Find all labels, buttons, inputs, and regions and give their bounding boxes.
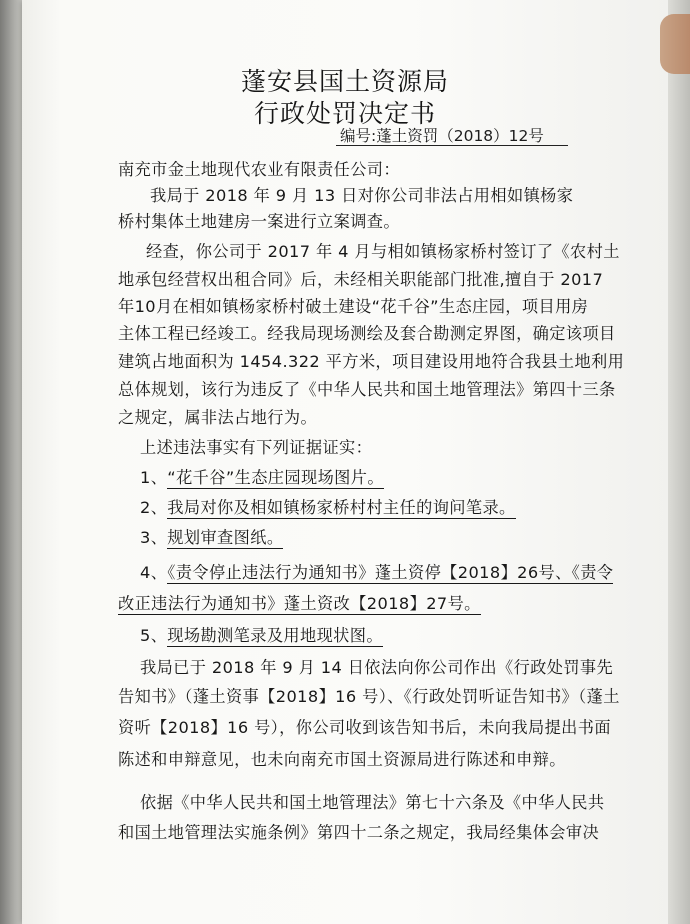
evidence-text: 改正违法行为通知书》蓬土资改【2018】27号。 xyxy=(118,594,481,613)
evidence-text: “花千谷”生态庄园现场图片。 xyxy=(167,468,384,487)
evidence-number: 3、 xyxy=(140,528,168,547)
addressee: 南充市金土地现代农业有限责任公司： xyxy=(118,160,400,179)
evidence-item xyxy=(140,464,384,488)
document-number-underline xyxy=(336,145,568,146)
evidence-text: 规划审查图纸。 xyxy=(167,528,284,547)
paragraph-line: 年10月在相如镇杨家桥村破土建设“花千谷”生态庄园，项目用房 xyxy=(118,297,589,316)
document-number: 编号:蓬土资罚（2018）12号 xyxy=(340,127,544,145)
document-title-agency: 蓬安县国土资源局 xyxy=(240,67,449,96)
paragraph-line: 陈述和申辩意见，也未向南充市国土资源局进行陈述和申辩。 xyxy=(118,750,566,769)
document-title-type: 行政处罚决定书 xyxy=(253,99,436,128)
paragraph-line: 资听【2018】16 号），你公司收到该告知书后，未向我局提出书面 xyxy=(118,718,611,737)
paragraph-line: 总体规划，该行为违反了《中华人民共和国土地管理法》第四十三条 xyxy=(118,380,616,399)
evidence-item xyxy=(140,494,516,518)
paragraph-line: 我局已于 2018 年 9 月 14 日依法向你公司作出《行政处罚事先 xyxy=(140,658,614,677)
evidence-text: 现场勘测笔录及用地现状图。 xyxy=(167,626,383,645)
paragraph-line: 我局于 2018 年 9 月 13 日对你公司非法占用相如镇杨家 xyxy=(150,186,574,205)
evidence-text: 《责令停止违法行为通知书》蓬土资停【2018】26号、《责令 xyxy=(167,563,614,582)
evidence-number: 4、 xyxy=(140,563,168,582)
evidence-item xyxy=(140,622,383,646)
paragraph-line: 主体工程已经竣工。经我局现场测绘及套合勘测定界图，确定该项目 xyxy=(118,324,616,343)
paragraph-line: 告知书》（蓬土资事【2018】16 号）、《行政处罚听证告知书》（蓬土 xyxy=(118,687,620,706)
evidence-intro: 上述违法事实有下列证据证实： xyxy=(140,438,373,457)
evidence-number: 5、 xyxy=(140,626,168,645)
paragraph-line: 和国土地管理法实施条例》第四十二条之规定，我局经集体会审决 xyxy=(118,823,600,842)
paragraph-line: 桥村集体土地建房一案进行立案调查。 xyxy=(118,212,400,231)
evidence-item xyxy=(140,524,283,548)
paragraph-line: 之规定，属非法占地行为。 xyxy=(118,408,318,427)
paragraph-line: 地承包经营权出租合同》后，未经相关职能部门批准,擅自于 2017 xyxy=(118,270,604,289)
paragraph-line: 建筑占地面积为 1454.322 平方米，项目建设用地符合我县土地利用 xyxy=(118,352,625,371)
page-edge-right xyxy=(668,0,690,924)
evidence-item xyxy=(140,559,613,583)
paragraph-line: 依据《中华人民共和国土地管理法》第七十六条及《中华人民共 xyxy=(140,793,605,812)
evidence-text: 我局对你及相如镇杨家桥村村主任的询问笔录。 xyxy=(167,498,516,517)
paragraph-line: 经查，你公司于 2017 年 4 月与相如镇杨家桥村签订了《农村土 xyxy=(146,242,620,261)
evidence-number: 2、 xyxy=(140,498,168,517)
evidence-item-continuation xyxy=(118,590,481,614)
evidence-number: 1、 xyxy=(140,468,168,487)
page-edge-left xyxy=(0,0,22,924)
